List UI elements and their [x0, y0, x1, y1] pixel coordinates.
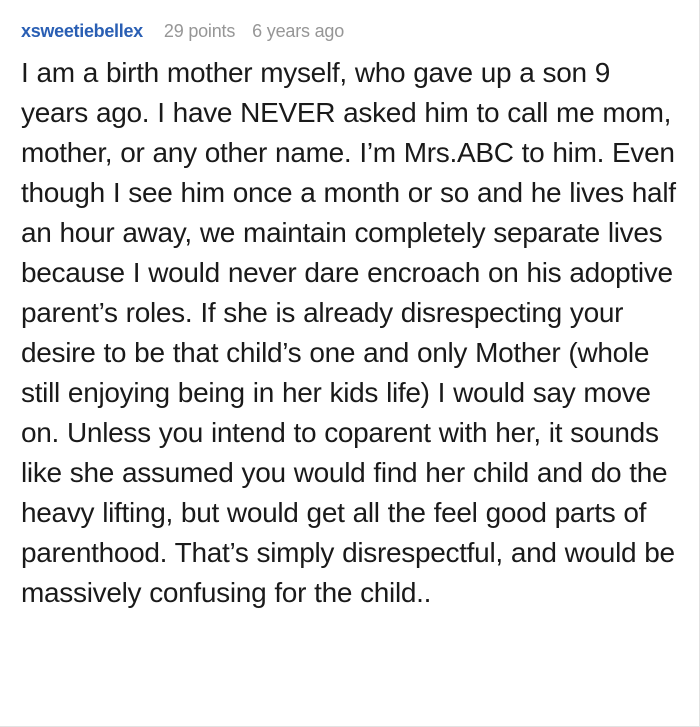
points-label: 29 points: [163, 21, 236, 41]
username-link[interactable]: xsweetiebellex: [21, 21, 143, 41]
comment-body-text: I am a birth mother myself, who gave up a son 9 years ago. I have NEVER asked him to call me mom, mother, or any other name. I’m Mrs.ABC to him. Even though I see him once a month or so and he lives half an hour away, we maintain completely separate lives because I would never dare encroach on his adoptive parent’s roles. If she is already disrespecting your desire to be that child’s one and only Mother (whole still enjoying being in her kids life) I would say move on. Unless you intend to coparent with her, it sounds like she assumed you would find her child and do the heavy lifting, but would get all the feel good parts of parenthood. That’s simply disrespectful, and would be massively confusing for the child..: [21, 57, 676, 608]
comment-header: [21, 20, 679, 42]
timestamp-label: 6 years ago: [252, 21, 345, 41]
